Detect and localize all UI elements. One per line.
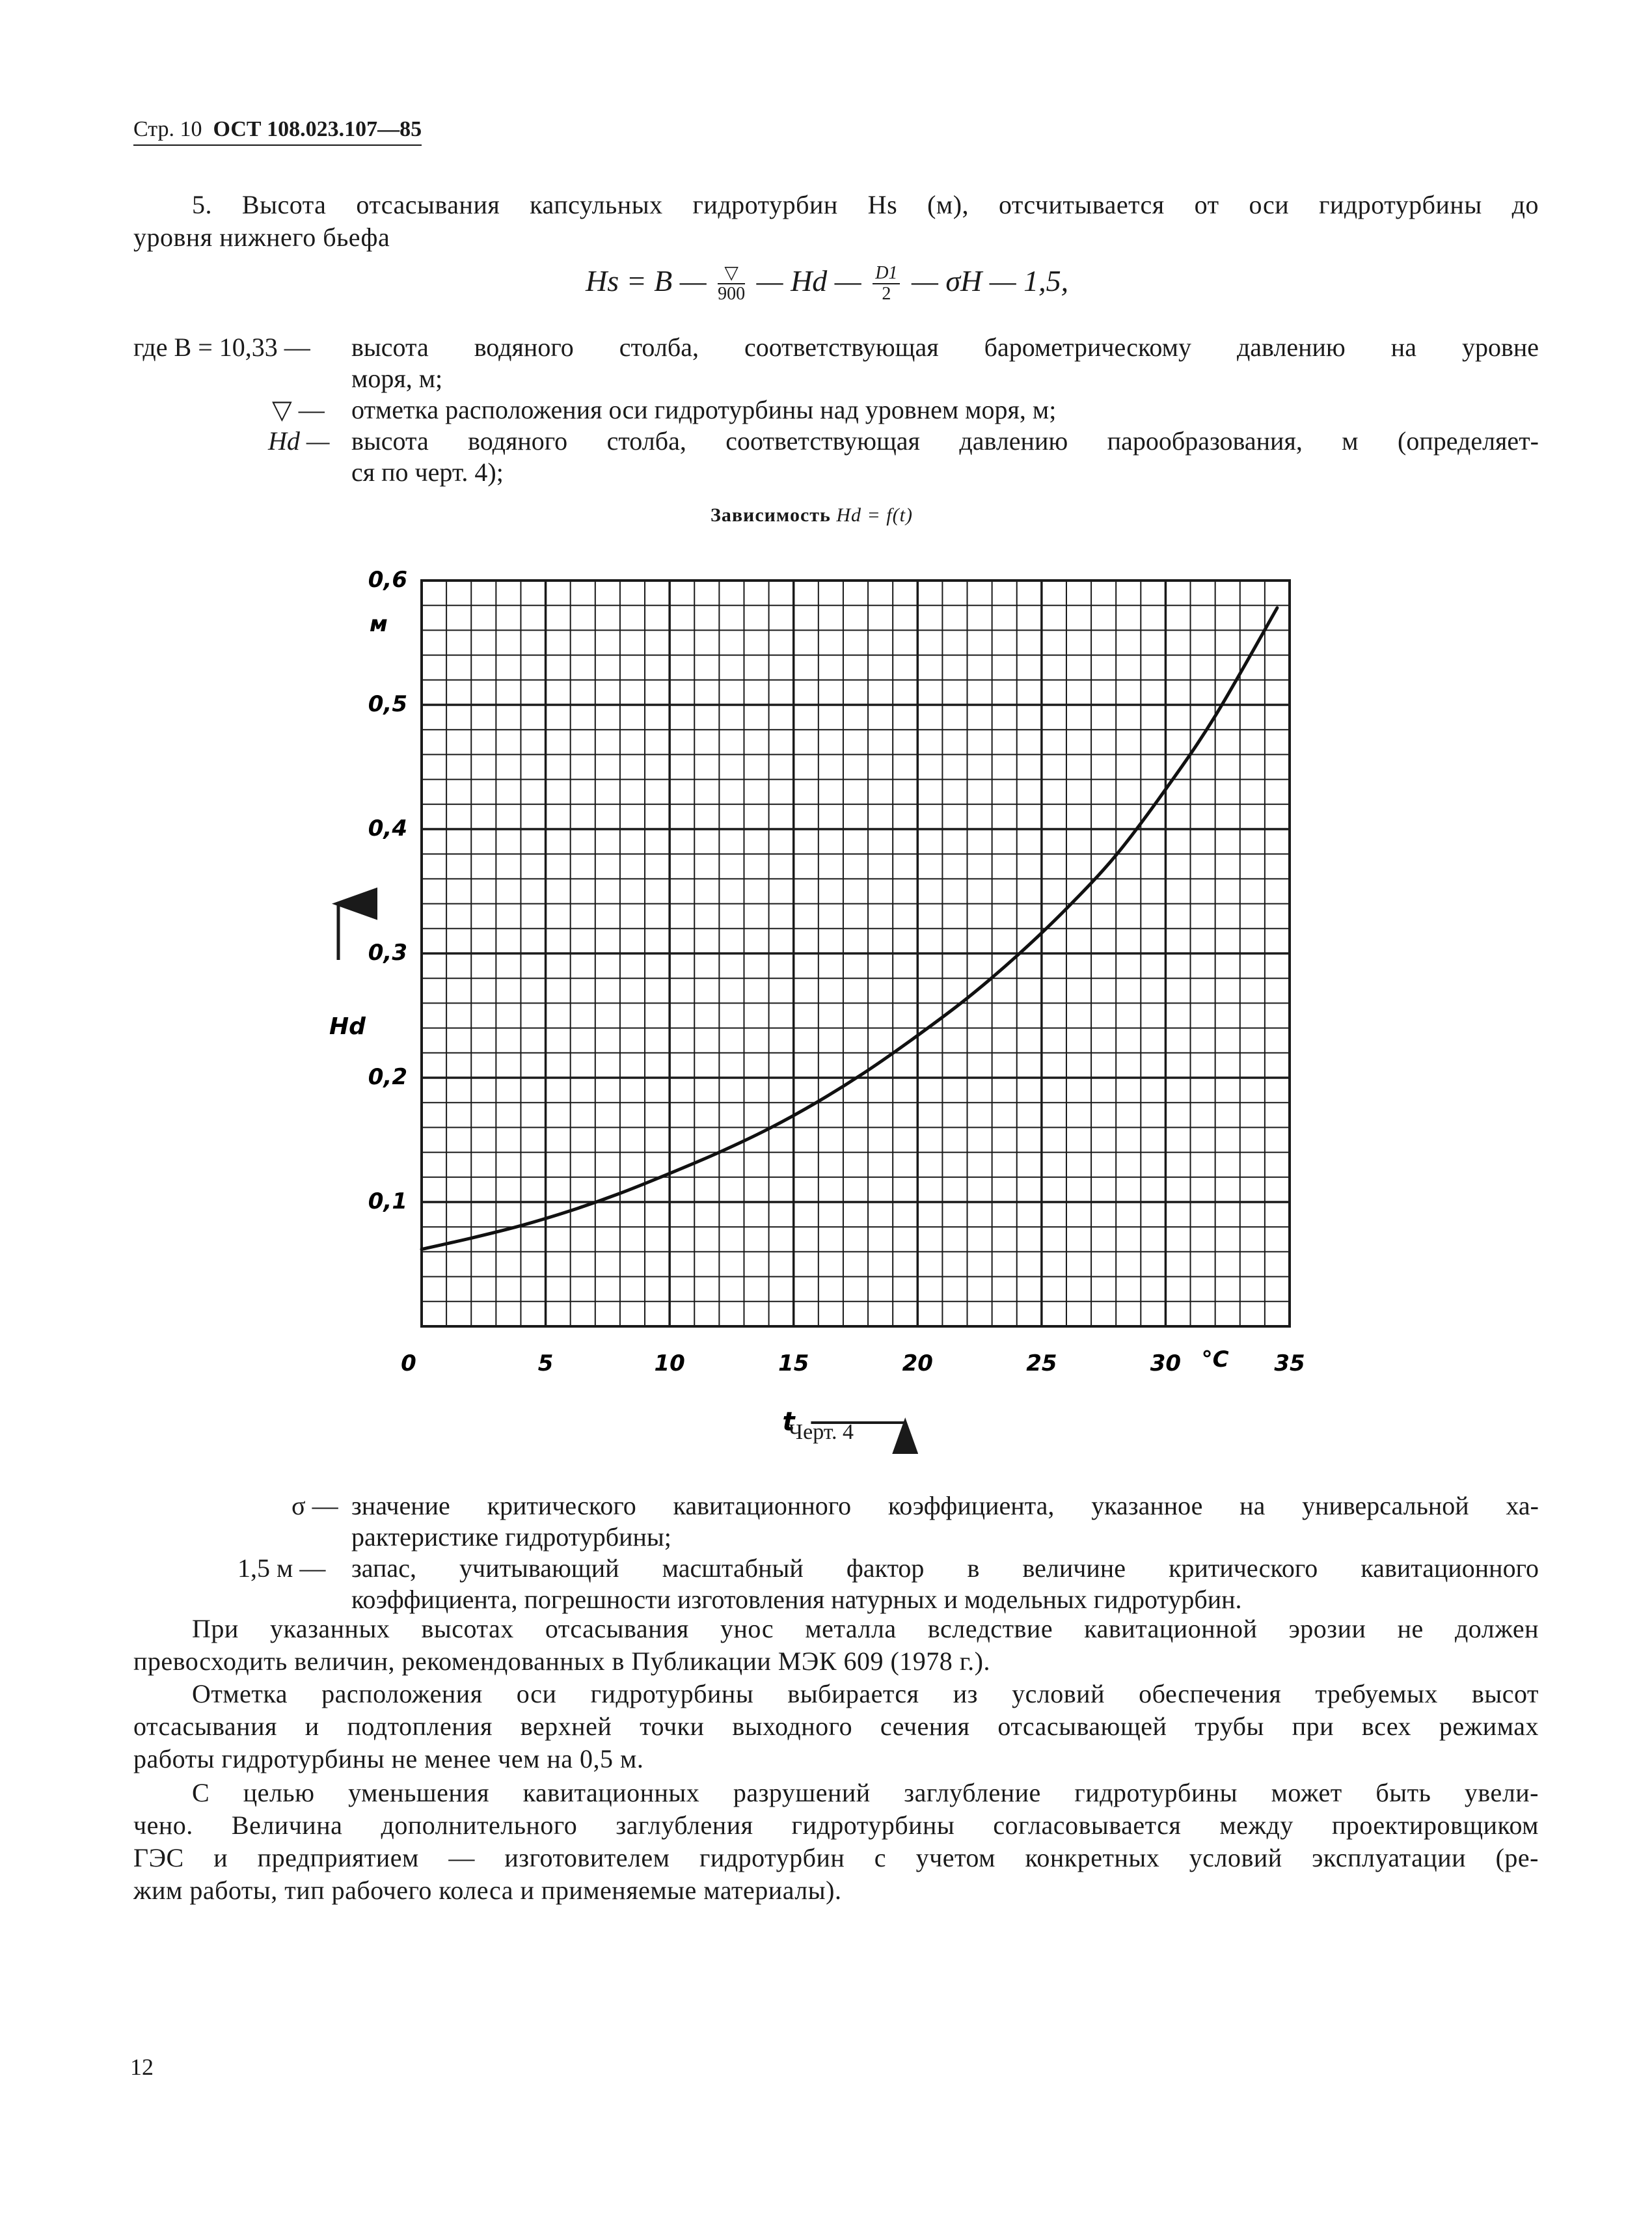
page-number: 12	[130, 2054, 154, 2080]
para1-line-2: превосходить величин, рекомендованных в Публикации МЭК 609 (1978 г.).	[133, 1647, 990, 1676]
paragraph-erosion	[133, 1613, 1539, 1678]
x-tick-labels	[401, 1350, 1305, 1376]
paragraph-axis-mark	[133, 1678, 1539, 1775]
x-tick-label: 20	[902, 1350, 933, 1376]
grid-major	[422, 581, 1290, 1326]
y-tick-labels	[368, 567, 407, 1214]
doc-code: ОСТ 108.023.107—85	[213, 117, 422, 141]
x-axis-label: t	[782, 1407, 795, 1437]
y-axis-label: Hd	[329, 1013, 366, 1041]
sigma-text-1: значение критического кавитационного коэффициента, указанное на универсальной ха-	[351, 1491, 1539, 1520]
page-label: Стр. 10	[133, 117, 202, 141]
intro-paragraph	[133, 189, 1539, 254]
y-tick-label: 0,2	[368, 1064, 407, 1090]
x-tick-label: 5	[537, 1350, 554, 1376]
frac1-denominator: 900	[718, 284, 746, 305]
formula	[586, 264, 1068, 304]
chart-title-prefix: Зависимость	[711, 504, 831, 526]
frac1-numerator: ▽	[718, 264, 745, 284]
formula-fraction-2	[873, 264, 900, 304]
reserve-text-2: коэффициента, погрешности изготовления натурных и модельных гидротурбин.	[351, 1585, 1242, 1614]
x-tick-label: 0	[401, 1350, 416, 1376]
formula-tail: — σH — 1,5,	[911, 264, 1069, 297]
x-tick-label: 30	[1150, 1350, 1182, 1376]
figure-caption: Черт. 4	[789, 1420, 854, 1444]
x-tick-label: 35	[1274, 1350, 1305, 1376]
x-tick-label: 15	[778, 1350, 809, 1376]
y-tick-label: 0,1	[368, 1188, 407, 1214]
frac2-numerator: D1	[873, 264, 900, 284]
chart-title-formula: Hd = f(t)	[836, 504, 913, 526]
intro-line-2: уровня нижнего бьефа	[133, 223, 390, 252]
para3-line-2: чено. Величина дополнительного заглубления гидротурбины согласовывается между проектировщиком	[133, 1811, 1539, 1840]
reserve-text-1: запас, учитывающий масштабный фактор в величине критического кавитационного	[351, 1553, 1539, 1583]
x-tick-label: 25	[1026, 1350, 1057, 1376]
def-hd-text-2: ся по черт. 4);	[351, 458, 504, 487]
para2-line-2: отсасывания и подтопления верхней точки выходного сечения отсасывающей трубы при всех режимах	[133, 1712, 1539, 1741]
para3-line-4: жим работы, тип рабочего колеса и применяемые материалы).	[133, 1876, 842, 1905]
formula-mid: — Hd —	[756, 264, 861, 297]
def-b-label: где B = 10,33 —	[133, 333, 310, 362]
def-hd-label: Hd —	[268, 426, 330, 456]
def-nabla-label: ▽ —	[272, 395, 325, 424]
def-hd-text-1: высота водяного столба, соответствующая давлению парообразования, м (определяет-	[351, 426, 1539, 456]
frac2-denominator: 2	[882, 284, 891, 305]
para1-line-1: При указанных высотах отсасывания унос металла вследствие кавитационной эрозии не должен	[192, 1614, 1539, 1643]
formula-lhs: Hs = B —	[586, 264, 707, 297]
def-nabla-text: отметка расположения оси гидротурбины над уровнем моря, м;	[351, 395, 1057, 424]
sigma-label: σ —	[291, 1491, 338, 1520]
y-tick-label: 0,6	[368, 567, 407, 593]
y-unit-label: м	[370, 611, 388, 637]
y-tick-label: 0,3	[368, 940, 407, 966]
def-b-text-2: моря, м;	[351, 364, 443, 393]
formula-fraction-1	[718, 264, 745, 304]
y-tick-label: 0,5	[368, 691, 407, 717]
para3-line-3: ГЭС и предприятием — изготовителем гидротурбин с учетом конкретных условий эксплуатации (ре-	[133, 1843, 1539, 1872]
x-tick-label: 10	[654, 1350, 685, 1376]
paragraph-deepening	[133, 1777, 1539, 1907]
sigma-text-2: рактеристике гидротурбины;	[351, 1522, 671, 1552]
para2-line-3: работы гидротурбины не менее чем на 0,5 м.	[133, 1744, 644, 1773]
intro-line-1: 5. Высота отсасывания капсульных гидротурбин Hs (м), отсчитывается от оси гидротурбины до	[192, 190, 1539, 219]
page-header	[133, 117, 422, 146]
y-tick-label: 0,4	[368, 815, 407, 841]
chart-title	[711, 504, 913, 526]
para2-line-1: Отметка расположения оси гидротурбины выбирается из условий обеспечения требуемых высот	[192, 1679, 1539, 1708]
para3-line-1: С целью уменьшения кавитационных разрушений заглубление гидротурбины может быть увели-	[192, 1778, 1539, 1807]
x-unit-label: °C	[1201, 1347, 1229, 1373]
reserve-label: 1,5 м —	[237, 1553, 326, 1583]
def-b-text-1: высота водяного столба, соответствующая барометрическому давлению на уровне	[351, 333, 1539, 362]
